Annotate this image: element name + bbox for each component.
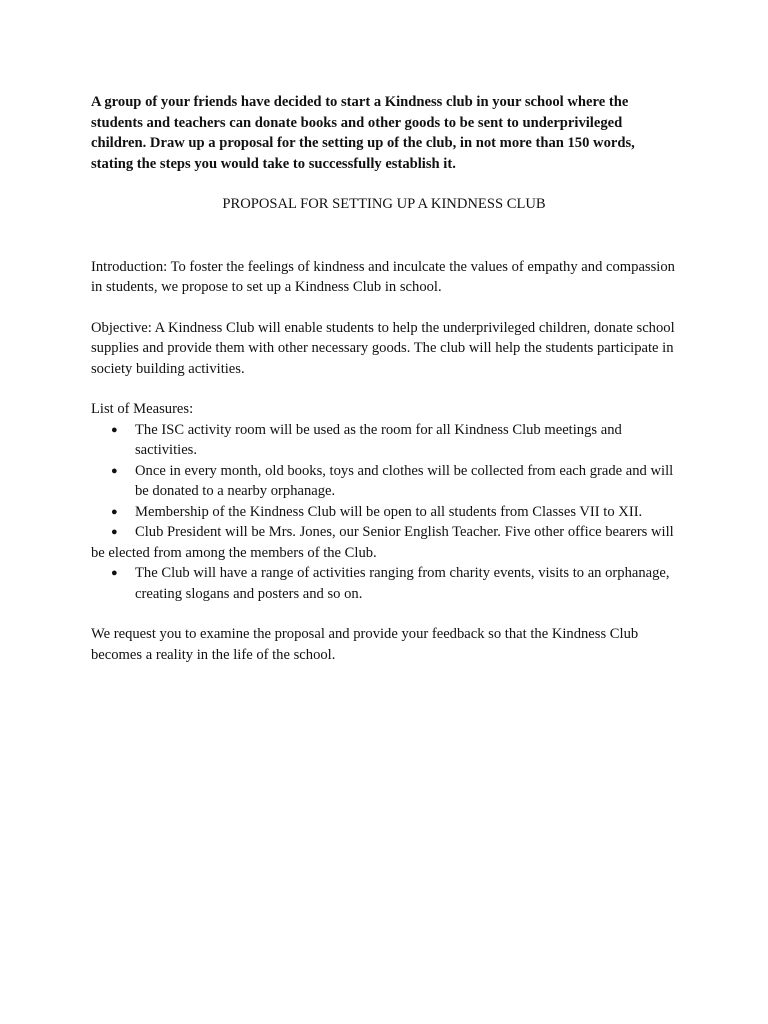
closing-paragraph: We request you to examine the proposal and provide your feedback so that the Kindness Club becomes a reality in the life of the school. bbox=[91, 626, 639, 663]
list-item bbox=[91, 461, 681, 502]
bullet-icon: ● bbox=[111, 464, 118, 477]
list-item bbox=[91, 502, 681, 523]
measures-list bbox=[91, 420, 681, 605]
list-item bbox=[91, 522, 681, 563]
list-item-text: The ISC activity room will be used as the room for all Kindness Club meetings and sactivities. bbox=[135, 421, 622, 458]
introduction-paragraph: Introduction: To foster the feelings of kindness and inculcate the values of empathy and compassion in students, we propose to set up a Kindness Club in school. bbox=[91, 258, 675, 295]
objective-paragraph: Objective: A Kindness Club will enable students to help the underprivileged children, donate school supplies and provide them with other necessary goods. The club will help the students participate in society building activities. bbox=[91, 319, 675, 377]
list-item bbox=[91, 563, 681, 604]
list-item-text: Club President will be Mrs. Jones, our Senior English Teacher. Five other office bearers will be elected from among the members of the Club. bbox=[91, 524, 674, 561]
list-item bbox=[91, 420, 681, 461]
list-item-text: The Club will have a range of activities ranging from charity events, visits to an orphanage, creating slogans and posters and so on. bbox=[135, 565, 670, 602]
list-item-text: Membership of the Kindness Club will be open to all students from Classes VII to XII. bbox=[135, 503, 643, 520]
proposal-title: PROPOSAL FOR SETTING UP A KINDNESS CLUB bbox=[222, 196, 546, 212]
bullet-icon: ● bbox=[111, 526, 118, 538]
question-prompt: A group of your friends have decided to start a Kindness club in your school where the students and teachers can donate books and other goods to be sent to underprivileged children. Draw up a proposal for the setting up of the club, in not more than 150 words, stating the steps you would take to successfully establish it. bbox=[91, 94, 635, 172]
bullet-icon: ● bbox=[111, 567, 118, 579]
list-item-text: Once in every month, old books, toys and clothes will be collected from each grade and will be donated to a nearby orphanage. bbox=[135, 462, 674, 499]
document-content bbox=[91, 92, 681, 665]
measures-heading: List of Measures: bbox=[91, 401, 194, 417]
bullet-icon: ● bbox=[111, 423, 118, 436]
bullet-icon: ● bbox=[111, 505, 118, 518]
